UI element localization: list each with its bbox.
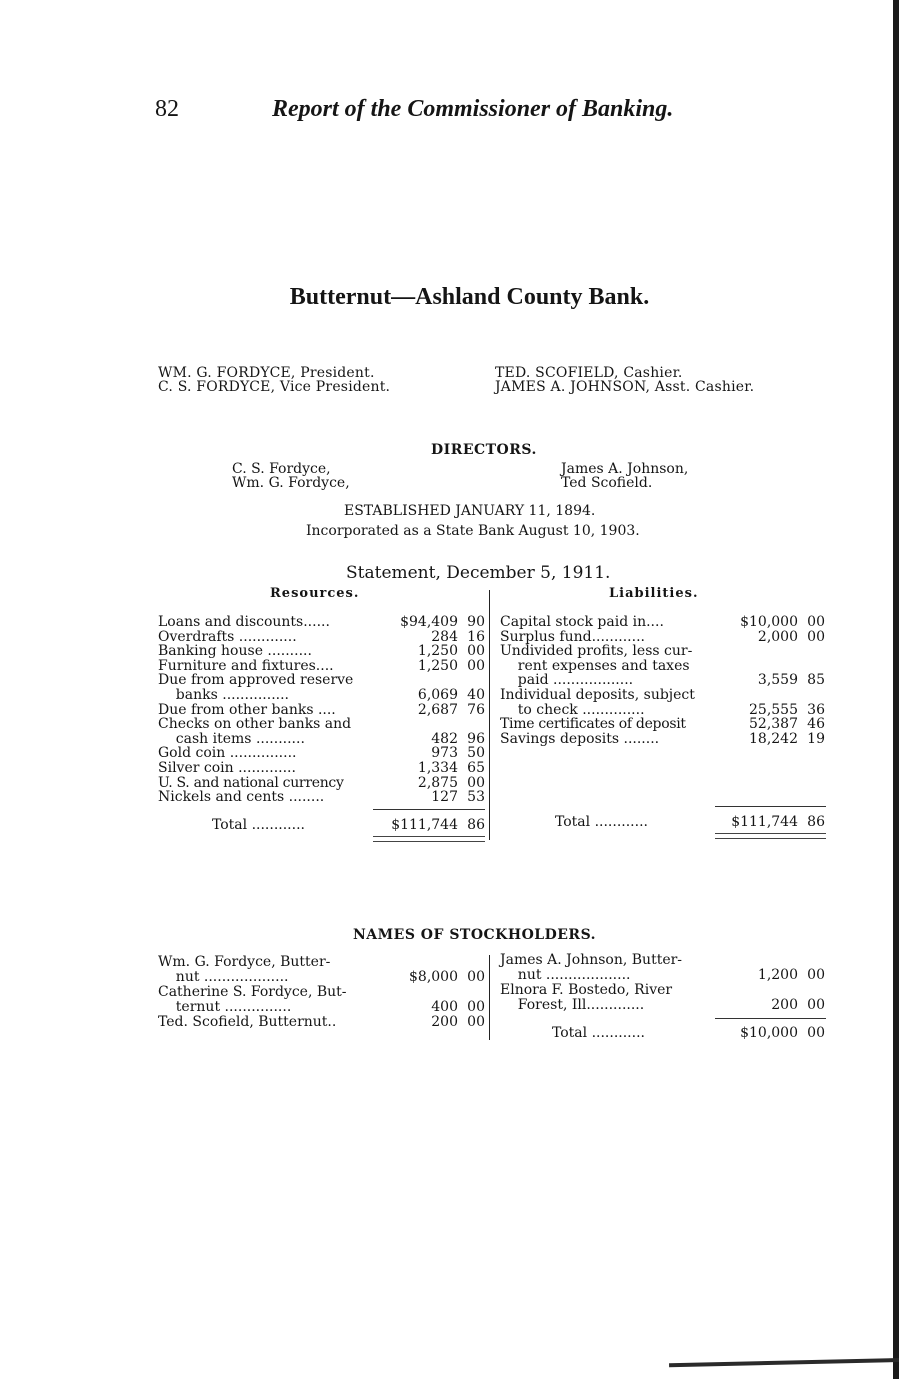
total-rule [373,809,485,810]
page-binding-edge [893,0,899,1379]
incorporated-line: Incorporated as a State Bank August 10, 1903. [306,523,640,539]
established-line: ESTABLISHED JANUARY 11, 1894. [344,503,596,519]
officer-asst-cashier: JAMES A. JOHNSON, Asst. Cashier. [495,379,755,395]
statement-title: Statement, December 5, 1911. [346,563,611,583]
director-name: Ted Scofield. [561,475,653,491]
total-rule [715,1018,826,1019]
director-name: C. S. Fordyce, [232,461,331,477]
director-name: James A. Johnson, [561,461,689,477]
page-number: 82 [155,96,179,122]
liabilities-heading: Liabilities. [609,586,699,601]
bank-title: Butternut—Ashland County Bank. [289,284,650,310]
column-divider [489,590,490,840]
double-rule [373,836,485,842]
total-rule [715,806,826,807]
page-binding-shadow [669,1358,899,1367]
column-divider [489,955,490,1040]
officer-president: WM. G. FORDYCE, President. [158,365,375,381]
directors-heading: DIRECTORS. [431,442,537,458]
stockholders-heading: NAMES OF STOCKHOLDERS. [353,927,597,943]
officer-cashier: TED. SCOFIELD, Cashier. [495,365,683,381]
officer-vice-president: C. S. FORDYCE, Vice President. [158,379,391,395]
resources-heading: Resources. [270,586,360,601]
running-title: Report of the Commissioner of Banking. [272,96,674,122]
director-name: Wm. G. Fordyce, [232,475,350,491]
double-rule [715,833,826,839]
